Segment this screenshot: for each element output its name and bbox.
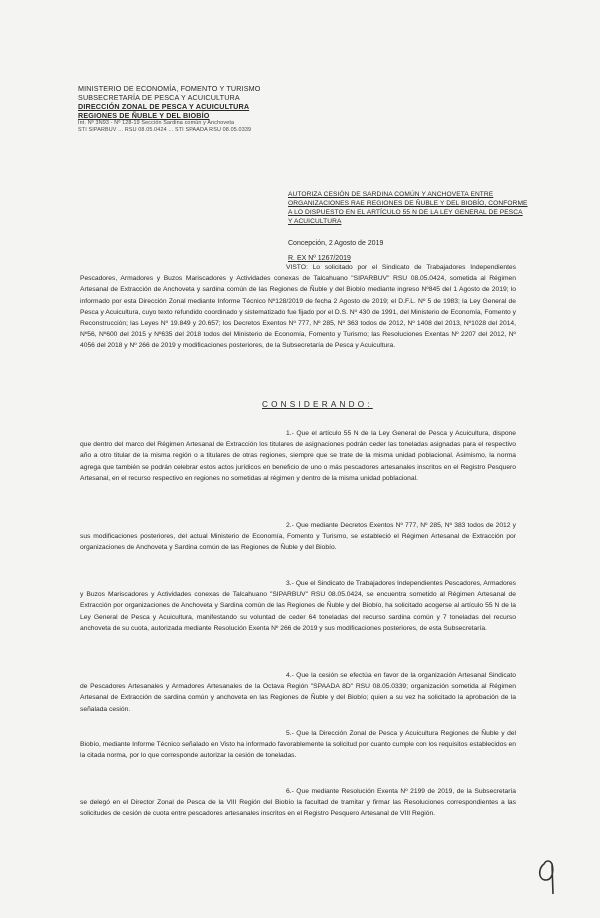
considerando-2: 2.- Que mediante Decretos Exentos Nº 777, Nº 285, Nº 383 todos de 2012 y sus modificaciones posteriores, del actual Ministerio de Economía, Fomento y Turismo, se estableció el Régimen Artesanal de Extracción por organizaciones de Anchoveta y Sardina común de las Regiones de Ñuble y del Biobío. — [80, 522, 516, 552]
zonal-direction: DIRECCIÓN ZONAL DE PESCA Y ACUICULTURA — [78, 102, 250, 111]
regions-name: REGIONES DE ÑUBLE Y DEL BIOBÍO — [78, 111, 210, 120]
subsecretariat-name: SUBSECRETARÍA DE PESCA Y ACUICULTURA — [78, 93, 240, 102]
considerando-4: 4.- Que la cesión se efectúa en favor de la organización Artesanal Sindicato de Pescadores Artesanales y Armadores Artesanales de la Octava Región "SPAADA 8D" RSU 08.05.0339; organización sometida al Régimen Artesanal de Extracción de sardina común y anchoveta en las Regiones de Ñuble y del Biobío; quien a su vez ha solicitado la aprobación de la señalada cesión. — [80, 672, 516, 713]
considerando-5: 5.- Que la Dirección Zonal de Pesca y Acuicultura Regiones de Ñuble y del Biobío, mediante Informe Técnico señalado en Visto ha informado favorablemente la solicitud por cuanto cumple con los requisitos establecidos en la citada norma, por lo que corresponde autorizar la cesión de toneladas. — [80, 730, 516, 760]
visto-paragraph: VISTO: Lo solicitado por el Sindicato de Trabajadores Independientes Pescadores, Armadores y Buzos Mariscadores y Actividades conexas de Talcahuano "SIPARBUV" RSU 08.05.0424, sometida al Régimen Artesanal de Extracción de Anchoveta y sardina común de las Regiones de Ñuble y del Biobío mediante ingreso Nº845 del 1 Agosto de 2019; lo informado por esta Dirección Zonal mediante Informe Técnico Nº128/2019 de fecha 2 Agosto de 2019; el D.F.L. Nº 5 de 1983; la Ley General de Pesca y Acuicultura, cuyo texto refundido coordinado y sistematizado fue fijado por el D.S. Nº 430 de 1991, del Ministerio de Economía, Fomento y Reconstrucción; las Leyes Nº 19.849 y 20.657; los Decretos Exentos Nº 777, Nº 285, Nº 363 todos de 2012, Nº 1408 del 2013, Nº1028 del 2014, Nº56, Nº600 del 2015 y Nº635 del 2018 todos del Ministerio de Economía, Fomento y Turismo; las Resoluciones Exentas Nº 2207 del 2012, Nº 4056 del 2018 y Nº 266 de 2019 y modificaciones posteriores, de la Subsecretaría de Pesca y Acuicultura. — [80, 264, 516, 350]
handwritten-initial — [536, 850, 564, 896]
considerando-1: 1.- Que el artículo 55 N de la Ley General de Pesca y Acuicultura, dispone que dentro del marco del Régimen Artesanal de Extracción los titulares de asignaciones podrán ceder las toneladas asignadas para el respectivo año a otro titular de la misma región o a titulares de otras regiones, siempre que se trate de la misma unidad poblacional. Asimismo, la norma agrega que también se podrán celebrar estos actos jurídicos en beneficio de uno o más pescadores artesanales inscritos en el Registro Pesquero Artesanal, en el recurso respectivo en regiones no sometidas al régimen y dentro de la misma unidad poblacional. — [80, 430, 516, 482]
considerando-6: 6.- Que mediante Resolución Exenta Nº 2199 de 2019, de la Subsecretaría se delegó en el Director Zonal de Pesca de la VIII Región del Biobío la facultad de tramitar y firmar las Resoluciones correspondientes a las solicitudes de cesión de cuota entre pescadores artesanales inscritos en el Registro Pesquero Artesanal de VIII Región. — [80, 788, 516, 818]
resolution-heading — [288, 190, 528, 262]
considerando-title: CONSIDERANDO: — [262, 400, 373, 409]
resolution-number: R. EX Nº 1267/2019 — [288, 255, 351, 262]
reference-line-2: STI SIPARBUV ... RSU 08.05.0424 ... STI SPAADA RSU 08.05.0339 — [78, 126, 252, 133]
reference-line-1: Int. Nº 3N93 - Nº 128-19 Sección Sardina común y Anchoveta — [78, 120, 235, 126]
letterhead — [78, 84, 308, 133]
place-date: Concepción, 2 Agosto de 2019 — [288, 240, 384, 247]
resolution-subject: AUTORIZA CESIÓN DE SARDINA COMÚN Y ANCHOVETA ENTRE ORGANIZACIONES RAE REGIONES DE ÑUBLE Y DEL BIOBÍO, CONFORME A LO DISPUESTO EN EL ARTÍCULO 55 N DE LA LEY GENERAL DE PESCA Y ACUICULTURA — [288, 191, 528, 225]
considerando-3: 3.- Que el Sindicato de Trabajadores Independientes Pescadores, Armadores y Buzos Mariscadores y Actividades conexas de Talcahuano "SIPARBUV" RSU 08.05.0424, se encuentra sometido al Régimen Artesanal de Extracción por organizaciones de Anchoveta y Sardina común de las Regiones de Ñuble y del Biobío, ha solicitado acogerse al artículo 55 N de la Ley General de Pesca y Acuicultura, manifestando su voluntad de ceder 64 toneladas del recurso sardina común y 7 toneladas del recurso anchoveta de su cuota, autorizada mediante Resolución Exenta Nº 266 de 2019 y sus modificaciones posteriores, de esta Subsecretaría. — [80, 580, 516, 632]
ministry-name: MINISTERIO DE ECONOMÍA, FOMENTO Y TURISMO — [78, 84, 261, 93]
